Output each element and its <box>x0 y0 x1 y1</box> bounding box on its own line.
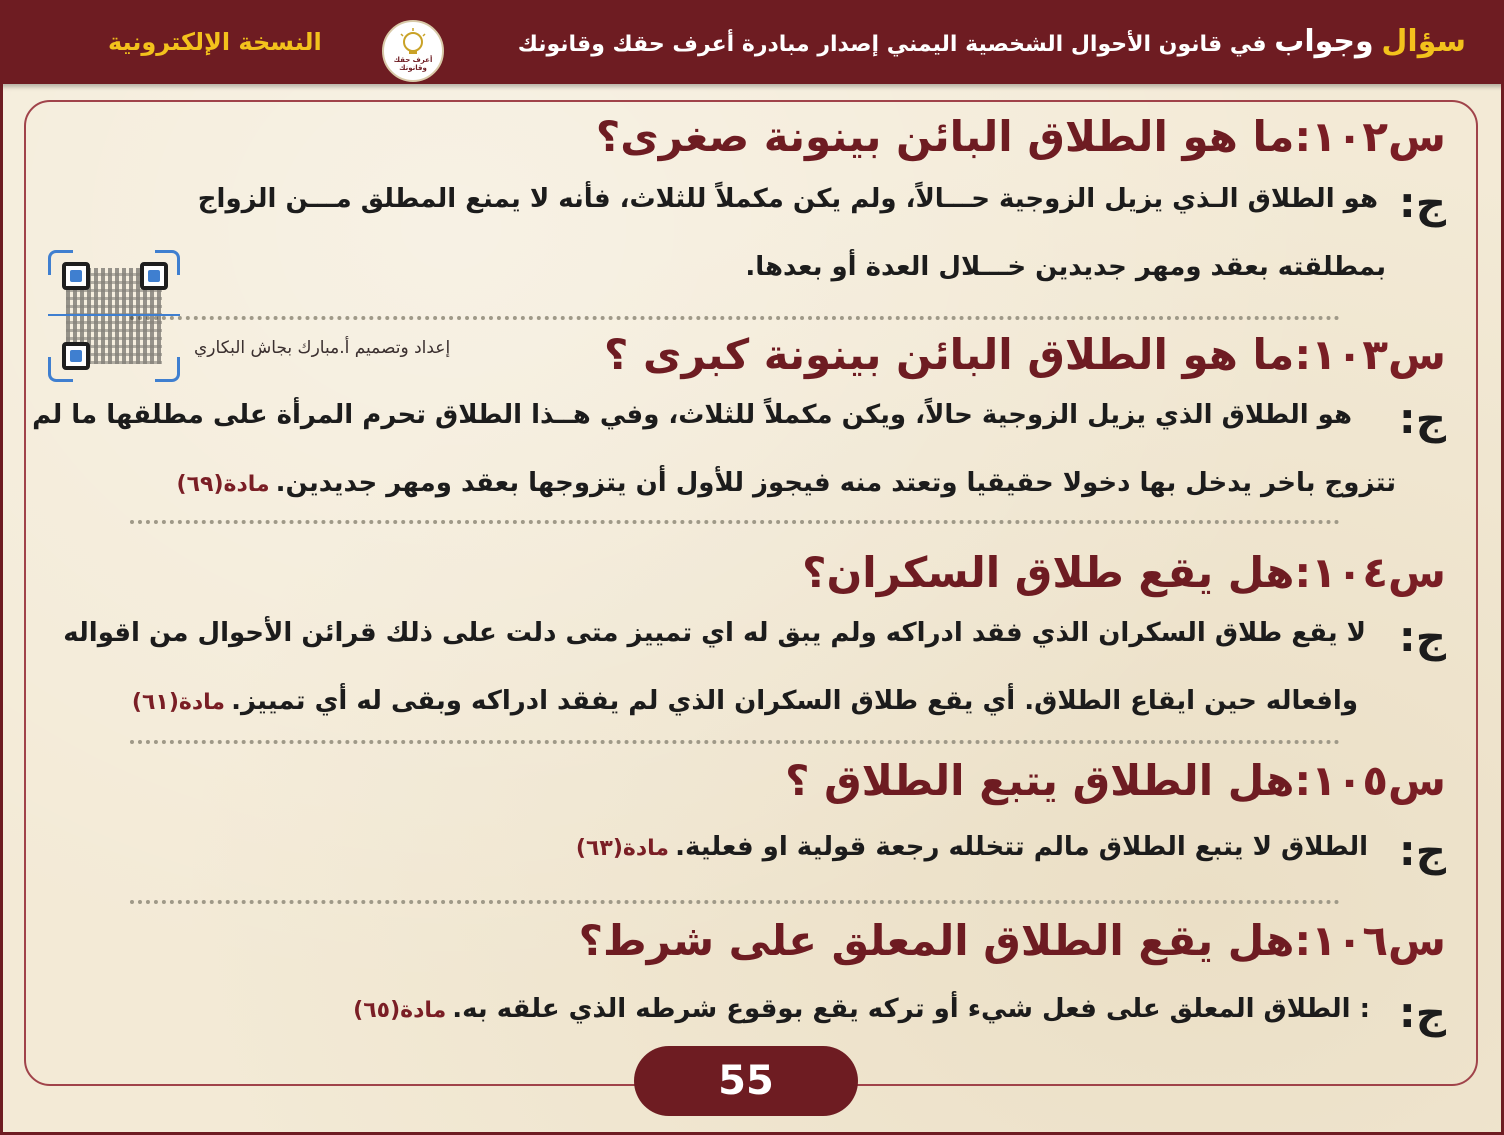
header-bar <box>0 0 1504 84</box>
answer-103-line-2 <box>177 468 1396 498</box>
answer-104-line-1: لا يقع طلاق السكران الذي فقد ادراكه ولم يبق له اي تمييز متى دلت على ذلك قرائن الأحوال من اقواله <box>63 618 1366 648</box>
question-106-title <box>579 916 1446 965</box>
answer-mark: ج: <box>1398 394 1446 443</box>
page-number: 55 <box>634 1046 858 1116</box>
question-number: س١٠٢: <box>1294 112 1446 161</box>
answer-104-line-2 <box>132 686 1358 716</box>
header-title-rest: في قانون الأحوال الشخصية اليمني إصدار مبادرة أعرف حقك وقانونك <box>517 32 1267 57</box>
article-reference: مادة(٦١) <box>131 690 226 715</box>
article-reference: مادة(٦٣) <box>575 836 670 861</box>
question-text: ما هو الطلاق البائن بينونة كبرى ؟ <box>604 330 1295 379</box>
question-102-title <box>596 112 1446 161</box>
answer-mark: ج: <box>1398 178 1446 227</box>
answer-105-line-1 <box>576 832 1368 862</box>
section-divider <box>130 740 1340 744</box>
answer-text: تتزوج باخر يدخل بها دخولا حقيقيا وتعتد منه فيجوز للأول أن يتزوجها بعقد ومهر جديدين. <box>275 468 1396 498</box>
answer-text: : الطلاق المعلق على فعل شيء أو تركه يقع بوقوع شرطه الذي علقه به. <box>452 994 1370 1024</box>
question-text: هل يقع الطلاق المعلق على شرط؟ <box>578 916 1295 965</box>
header-edition-label: النسخة الإلكترونية <box>108 28 322 56</box>
author-credit: إعداد وتصميم أ.مبارك بجاش البكاري <box>194 338 451 358</box>
qr-code[interactable] <box>48 250 180 382</box>
answer-103-line-1: هو الطلاق الذي يزيل الزوجية حالاً، ويكن مكملاً للثلاث، وفي هــذا الطلاق تحرم المرأة على مطلقها ما لم <box>32 400 1352 430</box>
question-number: س١٠٣: <box>1294 330 1446 379</box>
header-title-question-word: سؤال <box>1381 24 1466 59</box>
question-number: س١٠٥: <box>1294 756 1446 805</box>
question-105-title <box>785 756 1446 805</box>
article-reference: مادة(٦٥) <box>353 998 447 1023</box>
question-103-title <box>604 330 1446 379</box>
answer-102-line-2: بمطلقته بعقد ومهر جديدين خـــلال العدة أو بعدها. <box>745 252 1386 282</box>
question-number: س١٠٤: <box>1294 548 1446 597</box>
answer-106-line-1 <box>353 994 1370 1024</box>
answer-mark: ج: <box>1398 612 1446 661</box>
answer-mark: ج: <box>1398 988 1446 1037</box>
section-divider <box>130 900 1340 904</box>
qr-scan-line <box>48 314 180 316</box>
qr-eye <box>62 342 90 370</box>
qr-eye <box>140 262 168 290</box>
header-title <box>518 0 1466 84</box>
answer-mark: ج: <box>1398 826 1446 875</box>
question-text: ما هو الطلاق البائن بينونة صغرى؟ <box>595 112 1295 161</box>
question-text: هل يقع طلاق السكران؟ <box>802 548 1295 597</box>
answer-text: وافعاله حين ايقاع الطلاق. أي يقع طلاق السكران الذي لم يفقد ادراكه وبقى له أي تمييز. <box>231 686 1358 716</box>
article-reference: مادة(٦٩) <box>176 472 270 497</box>
question-104-title <box>802 548 1446 597</box>
question-text: هل الطلاق يتبع الطلاق ؟ <box>785 756 1295 805</box>
header-title-answer-word: وجواب <box>1274 24 1374 59</box>
answer-text: الطلاق لا يتبع الطلاق مالم تتخلله رجعة قولية او فعلية. <box>675 832 1368 862</box>
question-number: س١٠٦: <box>1294 916 1446 965</box>
answer-102-line-1: هو الطلاق الـذي يزيل الزوجية حـــالاً، ولم يكن مكملاً للثلاث، فأنه لا يمنع المطلق مـــن الزواج <box>197 184 1378 214</box>
initiative-logo <box>382 20 444 82</box>
section-divider <box>130 520 1340 524</box>
qr-eye <box>62 262 90 290</box>
section-divider <box>130 316 1340 320</box>
logo-text: أعرف حقك وقانونك <box>393 56 433 72</box>
